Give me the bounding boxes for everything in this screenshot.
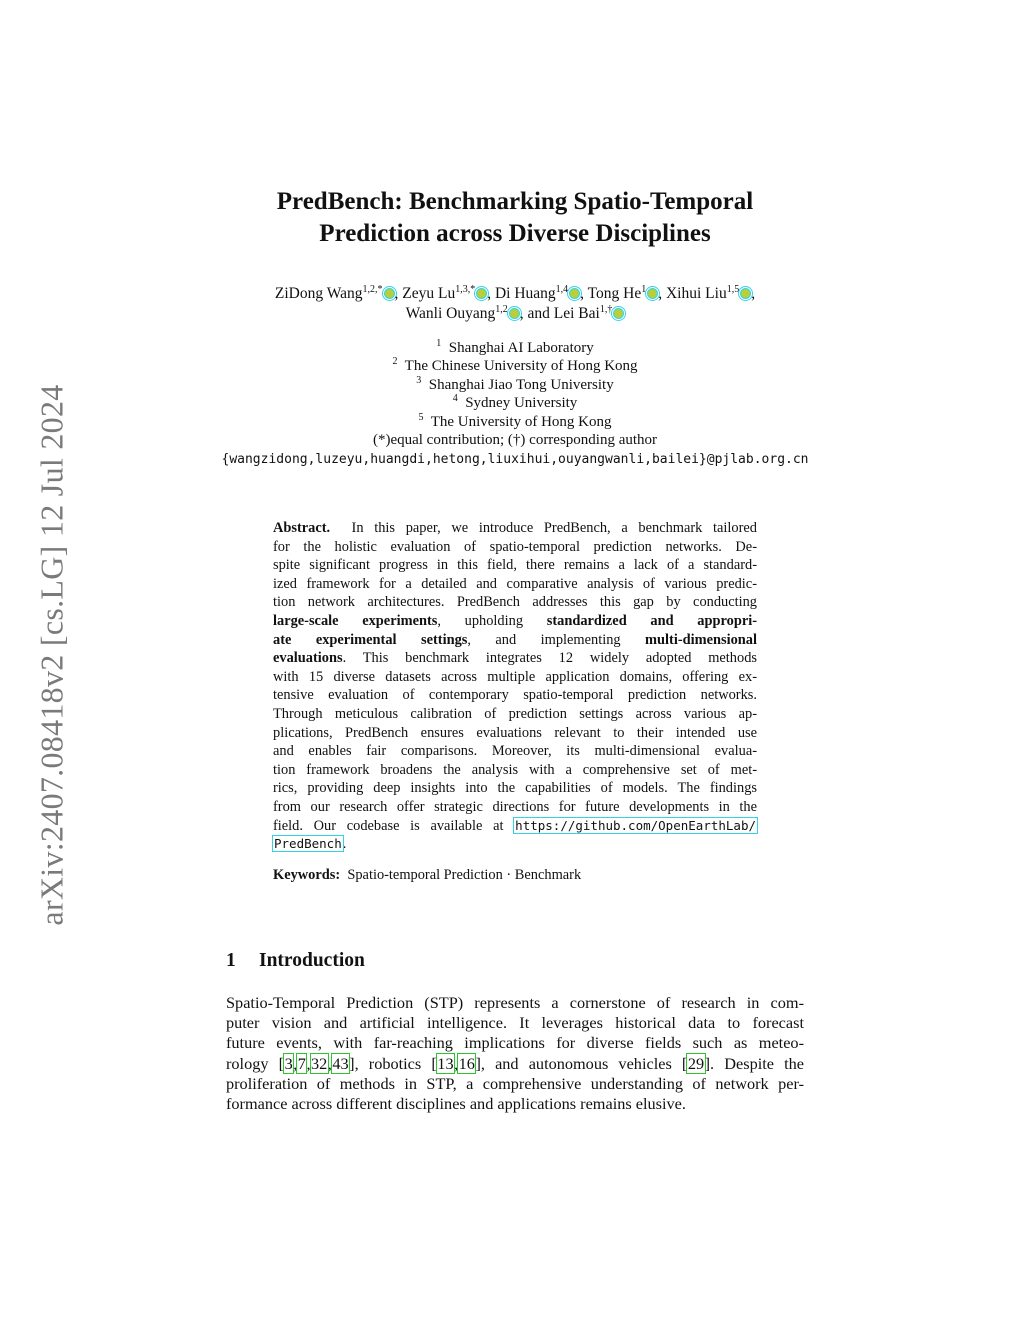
affiliation-number: 4 (452, 393, 458, 405)
author-name: Xihui Liu (665, 285, 727, 302)
orcid-icon[interactable] (384, 288, 395, 299)
abstract-emphasis: ate experimental settings (273, 631, 468, 648)
paragraph-line: puter vision and artificial intelligence. It leverages historical data to forecast (226, 1013, 804, 1033)
citation-link[interactable]: 16 (458, 1053, 475, 1073)
keywords-text: Spatio-temporal Prediction · Benchmark (347, 867, 582, 883)
paragraph-text: rology [ (226, 1053, 285, 1073)
citation-link[interactable]: 29 (687, 1053, 705, 1073)
title-line-2: Prediction across Diverse Disciplines (319, 220, 711, 247)
author-affiliation-marks: 1,2,* (362, 283, 383, 295)
abstract-text: , upholding (437, 612, 524, 629)
abstract-label: Abstract. (273, 520, 331, 536)
abstract-line (273, 612, 757, 631)
affiliation-item (200, 413, 830, 431)
abstract-line: Through meticulous calibration of prediction settings across various ap- (273, 705, 757, 722)
affiliation-number: 5 (418, 411, 424, 423)
abstract-emphasis: standardized and appropri- (546, 612, 757, 629)
citation-link[interactable]: 13 (437, 1053, 454, 1073)
affiliation-name: Shanghai AI Laboratory (448, 340, 594, 356)
abstract-line: from our research offer strategic directions for future developments in the (273, 798, 757, 815)
author-affiliation-marks: 1,2 (495, 303, 508, 315)
abstract-line (273, 649, 757, 668)
affiliation-name: The University of Hong Kong (430, 413, 612, 430)
affiliations (200, 339, 830, 449)
section-number: 1 (226, 950, 236, 971)
authors-conjunction: and (527, 305, 550, 322)
codebase-link[interactable]: https://github.com/OpenEarthLab/ (515, 817, 756, 833)
arxiv-identifier: arXiv:2407.08418v2 [cs.LG] 12 Jul 2024 (33, 384, 70, 926)
section-title: Introduction (259, 950, 365, 971)
affiliation-item (200, 339, 830, 357)
orcid-icon[interactable] (569, 288, 580, 299)
contribution-note: (*)equal contribution; (†) corresponding author (372, 432, 658, 449)
orcid-icon[interactable] (647, 288, 658, 299)
orcid-icon[interactable] (740, 288, 751, 299)
abstract-text: . This benchmark integrates 12 widely adopted methods (342, 650, 757, 667)
affiliation-name: The Chinese University of Hong Kong (404, 358, 638, 375)
author-name: Di Huang (494, 285, 556, 302)
abstract-line: for the holistic evaluation of spatio-temporal prediction networks. De- (273, 538, 757, 555)
introduction-paragraph (226, 993, 804, 1114)
codebase-link-continued[interactable]: PredBench (274, 836, 342, 852)
affiliation-number: 3 (416, 374, 422, 386)
abstract-line: and enables fair comparisons. Moreover, its multi-dimensional evalua- (273, 743, 757, 760)
citation-link[interactable]: 43 (332, 1053, 349, 1073)
section-heading (226, 950, 365, 972)
abstract (273, 519, 757, 854)
abstract-line (273, 835, 757, 854)
author-affiliation-marks: 1,5 (726, 283, 740, 295)
paragraph-line: future events, with far-reaching implications for diverse fields such as meteo- (226, 1033, 804, 1053)
author-name: Zeyu Lu (402, 285, 456, 302)
abstract-line: spite significant progress in this field, there remains a lack of a standard- (273, 557, 757, 574)
author-name: Wanli Ouyang (405, 305, 496, 322)
abstract-line: tion network architectures. PredBench addresses this gap by conducting (273, 594, 757, 611)
author-emails: {wangzidong,luzeyu,huangdi,hetong,liuxihui,ouyangwanli,bailei}@pjlab.org.cn (221, 452, 809, 467)
abstract-text: field. Our codebase is available at (273, 817, 504, 834)
author-affiliation-marks: 1,4 (555, 283, 569, 295)
abstract-emphasis: large-scale experiments (273, 612, 438, 629)
affiliation-item (200, 357, 830, 375)
title-line-1: PredBench: Benchmarking Spatio-Temporal (276, 188, 754, 215)
affiliation-number: 1 (436, 338, 442, 349)
abstract-line: rics, providing deep insights into the capabilities of models. The findings (273, 780, 757, 797)
paragraph-line: formance across different disciplines and applications remains elusive. (226, 1093, 686, 1113)
citation-link[interactable]: 7 (297, 1053, 306, 1073)
author-line-1: ZiDong Wang$^{1,2,*}$ , Zeyu $Lu^{1,3,*}$ , Di Huang$^{1,4}$ , Tong He$^1$ , Xihui Liu$^{1,5}$ , (274, 283, 756, 302)
author-name: Tong He (587, 285, 642, 302)
abstract-line (273, 519, 757, 538)
affiliation-item (200, 376, 830, 394)
author-name: Lei Bai (553, 305, 600, 322)
paragraph-line: rology [3,7,32,43], robotics [13,16], and autonomous vehicles [29]. Despite the (226, 1053, 805, 1073)
paragraph-text: ], and autonomous vehicles [ (475, 1053, 688, 1073)
orcid-icon[interactable] (476, 288, 487, 299)
abstract-line: tensive evaluation of contemporary spatio-temporal prediction networks. (273, 687, 757, 704)
abstract-line (273, 631, 757, 650)
abstract-text: , and implementing (467, 631, 621, 648)
affiliation-number: 2 (392, 356, 398, 368)
abstract-line: plications, PredBench ensures evaluations relevant to their intended use (273, 724, 757, 741)
paragraph-line: Spatio-Temporal Prediction (STP) represents a cornerstone of research in com- (226, 993, 804, 1012)
author-name: ZiDong Wang (274, 285, 363, 302)
author-affiliation-marks: 1,† (599, 303, 613, 315)
citation-link[interactable]: 3 (284, 1053, 293, 1073)
paper-title (200, 186, 830, 250)
citation-link[interactable]: 32 (311, 1053, 328, 1073)
author-list (200, 284, 830, 324)
abstract-line: ized framework for a detailed and comparative analysis of various predic- (273, 575, 757, 592)
orcid-icon[interactable] (509, 308, 520, 319)
abstract-line (273, 817, 757, 836)
orcid-icon[interactable] (613, 308, 624, 319)
paragraph-line: proliferation of methods in STP, a comprehensive understanding of network per- (226, 1073, 804, 1093)
abstract-emphasis: evaluations (273, 650, 343, 667)
abstract-text: In this paper, we introduce PredBench, a benchmark tailored (351, 520, 757, 536)
affiliation-item (200, 394, 830, 412)
abstract-line: with 15 diverse datasets across multiple application domains, offering ex- (273, 668, 757, 685)
affiliation-name: Shanghai Jiao Tong University (428, 376, 614, 393)
keywords-label: Keywords: (273, 867, 341, 883)
abstract-end: . (342, 836, 347, 853)
paragraph-text: ], robotics [ (349, 1053, 437, 1073)
abstract-line: tion framework broadens the analysis with a comprehensive set of met- (273, 761, 757, 778)
arxiv-side-stamp (30, 370, 74, 940)
keywords (273, 867, 581, 884)
paragraph-text: ]. Despite the (704, 1053, 805, 1073)
author-line-2: Wanli Ouyang$^{1,2}$ , and Lei Bai$^{1,\dagger}$ (200, 304, 830, 324)
abstract-emphasis: multi-dimensional (645, 631, 757, 648)
author-affiliation-marks: 1 (641, 283, 647, 295)
author-affiliation-marks: 1,3,* (455, 283, 476, 295)
affiliation-name: Sydney University (465, 395, 578, 412)
